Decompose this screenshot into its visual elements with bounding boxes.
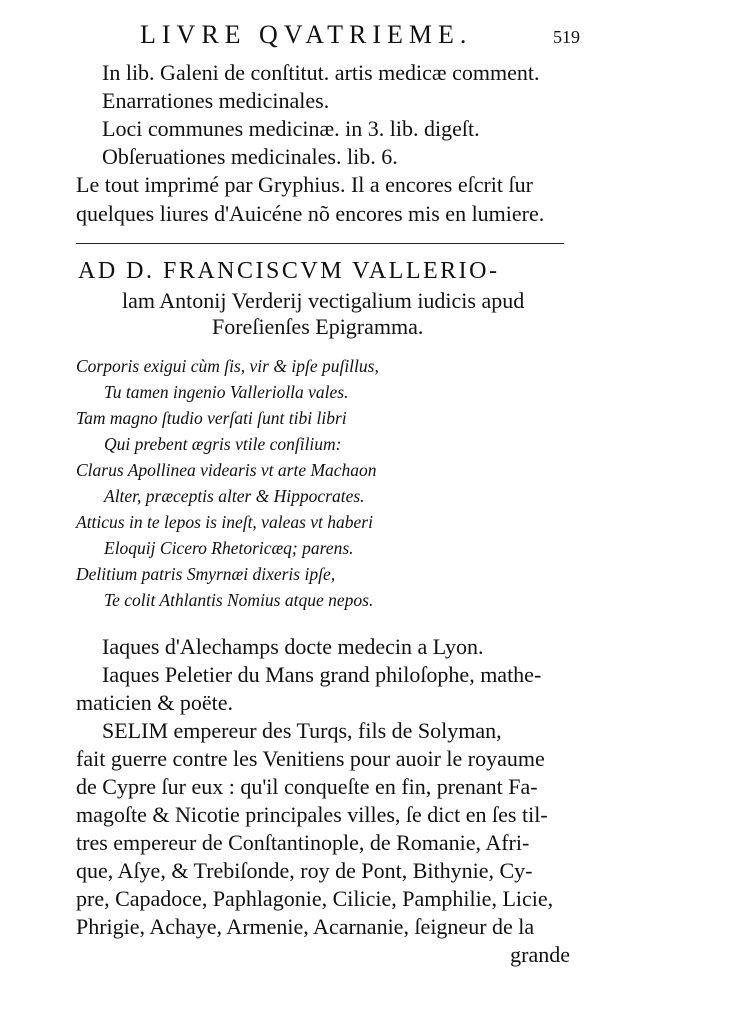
entry-line: pre, Capadoce, Paphlagonie, Cilicie, Pamphilie, Licie, bbox=[76, 886, 554, 911]
entry-line: de Cypre ſur eux : qu'il conqueſte en fin, prenant Fa- bbox=[76, 774, 538, 799]
epigram-title: AD D. FRANCISCVM VALLERIO- bbox=[78, 258, 500, 284]
entry-line: SELIM empereur des Turqs, fils de Solyman, bbox=[102, 718, 502, 743]
catchword: grande bbox=[510, 942, 570, 967]
entry-line: Iaques d'Alechamps docte medecin a Lyon. bbox=[102, 634, 484, 659]
entry-line: maticien & poëte. bbox=[76, 690, 233, 715]
verse-line: Eloquij Cicero Rhetoricæq; parens. bbox=[104, 538, 354, 558]
entry-line: magoſte & Nicotie principales villes, ſe dict en ſes til- bbox=[76, 802, 548, 827]
closing-note-line: Le tout imprimé par Gryphius. Il a encores eſcrit ſur bbox=[76, 172, 533, 197]
work-title: In lib. Galeni de conſtitut. artis medicæ comment. bbox=[102, 60, 540, 85]
entry-line: fait guerre contre les Venitiens pour auoir le royaume bbox=[76, 746, 545, 771]
work-title: Enarrationes medicinales. bbox=[102, 88, 330, 113]
verse-line: Alter, præceptis alter & Hippocrates. bbox=[104, 486, 365, 506]
closing-note-line: quelques liures d'Auicéne nõ encores mis en lumiere. bbox=[76, 201, 545, 226]
verse-line: Te colit Athlantis Nomius atque nepos. bbox=[104, 590, 374, 610]
verse-line: Clarus Apollinea videaris vt arte Machaon bbox=[76, 460, 377, 480]
entry-line: tres empereur de Conſtantinople, de Romanie, Afri- bbox=[76, 830, 530, 855]
page-number: 519 bbox=[553, 27, 580, 47]
running-title: LIVRE QVATRIEME. bbox=[140, 20, 473, 49]
verse-line: Delitium patris Smyrnæi dixeris ipſe, bbox=[76, 564, 336, 584]
verse-line: Tam magno ſtudio verſati ſunt tibi libri bbox=[76, 408, 347, 428]
verse-line: Qui prebent ægris vtile conſilium: bbox=[104, 434, 342, 454]
verse-line: Atticus in te lepos is ineſt, valeas vt haberi bbox=[76, 512, 373, 532]
work-title: Obſeruationes medicinales. lib. 6. bbox=[102, 144, 398, 169]
section-divider bbox=[76, 243, 564, 244]
work-title: Loci communes medicinæ. in 3. lib. digeſt. bbox=[102, 116, 480, 141]
entry-line: Iaques Peletier du Mans grand philoſophe, mathe- bbox=[102, 662, 542, 687]
verse-line: Tu tamen ingenio Valleriolla vales. bbox=[104, 382, 349, 402]
epigram-title-line: Foreſienſes Epigramma. bbox=[212, 314, 424, 339]
entry-line: Phrigie, Achaye, Armenie, Acarnanie, ſeigneur de la bbox=[76, 914, 535, 939]
epigram-title-line: lam Antonij Verderij vectigalium iudicis apud bbox=[122, 288, 525, 313]
verse-line: Corporis exigui cùm ſis, vir & ipſe puſillus, bbox=[76, 356, 379, 376]
entry-line: que, Aſye, & Trebiſonde, roy de Pont, Bithynie, Cy- bbox=[76, 858, 533, 883]
